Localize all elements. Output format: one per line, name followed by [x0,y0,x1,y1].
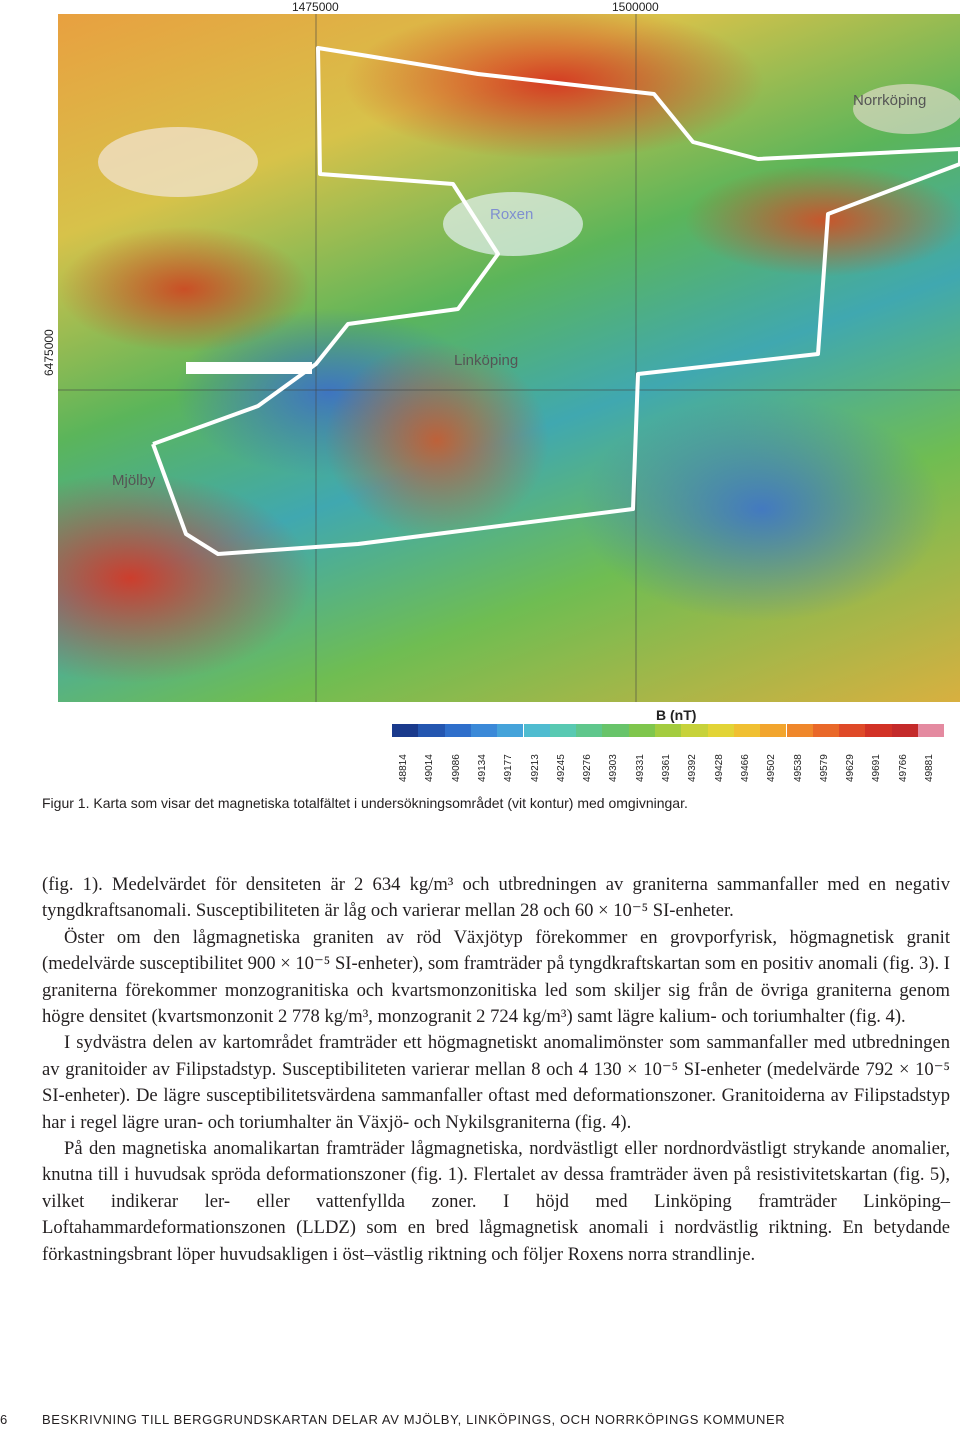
label-norrkoping: Norrköping [853,92,927,109]
legend-tick-label: 49303 [608,754,620,782]
legend-tick-label: 49766 [897,754,909,782]
study-area-outline [153,48,960,554]
legend-tick-label: 48814 [398,754,409,782]
legend-tick-label: 49276 [582,754,594,782]
legend-swatch [760,724,786,737]
legend-swatch [865,724,891,737]
legend-tick-label: 49331 [634,754,646,782]
legend-swatch [392,724,418,737]
legend-swatch [602,724,628,737]
legend-tick-label: 49538 [792,754,804,782]
legend-tick-label: 49014 [424,754,436,782]
body-text [42,872,950,1268]
figure-caption: Figur 1. Karta som visar det magnetiska totalfältet i undersökningsområdet (vit kontur) med omgivningar. [42,795,688,811]
legend-tick-label: 49502 [766,754,778,782]
footer-title: BESKRIVNING TILL BERGGRUNDSKARTAN DELAR AV MJÖLBY, LINKÖPINGS, OCH NORRKÖPINGS KOMMUNER [42,1412,786,1427]
legend-tick-label: 49691 [871,754,883,782]
legend-swatch [918,724,944,737]
legend-tick-label: 49392 [687,754,699,782]
map-coordinate-y: 6475000 [42,329,56,376]
legend-swatch [629,724,655,737]
legend-swatch [681,724,707,737]
legend-swatch [497,724,523,737]
legend-tick-label: 49428 [713,754,725,782]
legend-tick-label: 49134 [476,754,488,782]
legend-swatch [471,724,497,737]
paragraph: På den magnetiska anomalikartan framträder lågmagnetiska, nordvästligt eller nordnordvästligt strykande anomalier, knutna till i huvudsak spröda deformationszoner (fig. 1). Flertalet av dessa framträder även på resistivitetskartan (fig. 5), vilket indikerar ler- eller vattenfyllda zoner. I höjd med Linköping framträder Linköping–Loftahammardeformationszonen (LLDZ) som en bred lågmagnetisk anomali i nordvästlig riktning. En betydande förkastningsbrant löper huvudsakligen i öst–västlig riktning och följer Roxens norra strandlinje. [42,1138,950,1265]
legend-swatch [813,724,839,737]
legend-swatch [839,724,865,737]
legend-tick-label: 49629 [845,754,857,782]
legend-title: B (nT) [656,707,697,723]
legend-swatch [576,724,602,737]
legend-swatch [445,724,471,737]
legend-swatch [418,724,444,737]
label-roxen: Roxen [490,206,534,223]
legend-swatch [524,724,550,737]
map-coordinate-x2: 1500000 [612,0,659,14]
legend-tick-label: 49177 [503,754,515,782]
legend-tick-label: 49466 [739,754,751,782]
urban-area [98,127,258,197]
map-coordinate-x1: 1475000 [292,0,339,14]
legend-tick-label: 49245 [555,754,567,782]
legend-tick-label: 49213 [529,754,541,782]
paragraph: Öster om den lågmagnetiska graniten av röd Växjötyp förekommer en grovporfyrisk, högmagnetisk granit (medelvärde susceptibilitet 900 × 10⁻⁵ SI-enheter), som framträder på tyngdkraftskartan som en positiv anomali (fig. 3). I graniterna förekommer monzogranitiska och kvartsmonzonitiska led som skiljer sig från de övriga graniterna genom högre densitet (kvartsmonzonit 2 778 kg/m³, monzogranit 2 724 kg/m³) samt lägre kalium- och toriumhalter (fig. 4). [42,926,950,1028]
legend-tick-label: 49579 [818,754,830,782]
paragraph: I sydvästra delen av kartområdet framträder ett högmagnetiskt anomalimönster som sammanfaller med utbredningen av granitoider av Filipstadstyp. Susceptibiliteten varierar mellan 8 och 4 130 × 10⁻⁵ SI-enheter (medelvärde 792 × 10⁻⁵ SI-enheter). De lägre susceptibilitetsvärdena sammanfaller oftast med deformationszoner. Granitoiderna av Filipstadstyp har i regel lägre uran- och toriumhalter än Växjö- och Nykilsgraniterna (fig. 4). [42,1032,950,1133]
legend-swatch [892,724,918,737]
legend-swatch [787,724,813,737]
legend-swatch [734,724,760,737]
page-number: 6 [0,1412,8,1427]
legend-swatch [708,724,734,737]
label-linkoping: Linköping [454,352,519,369]
legend-tick-label: 49361 [661,754,672,782]
legend-swatch [655,724,681,737]
scale-bar [186,362,312,374]
legend-tick-label: 49881 [924,754,935,782]
magnetic-field-map [58,14,960,702]
paragraph: (fig. 1). Medelvärdet för densiteten är 2 634 kg/m³ och utbredningen av graniterna sammanfaller med en negativ tyngdkraftsanomali. Susceptibiliteten är låg och varierar mellan 28 och 60 × 10⁻⁵ SI-enheter. [42,874,950,922]
legend-swatch [550,724,576,737]
label-mjolby: Mjölby [112,472,156,489]
legend-tick-label: 49086 [450,754,462,782]
